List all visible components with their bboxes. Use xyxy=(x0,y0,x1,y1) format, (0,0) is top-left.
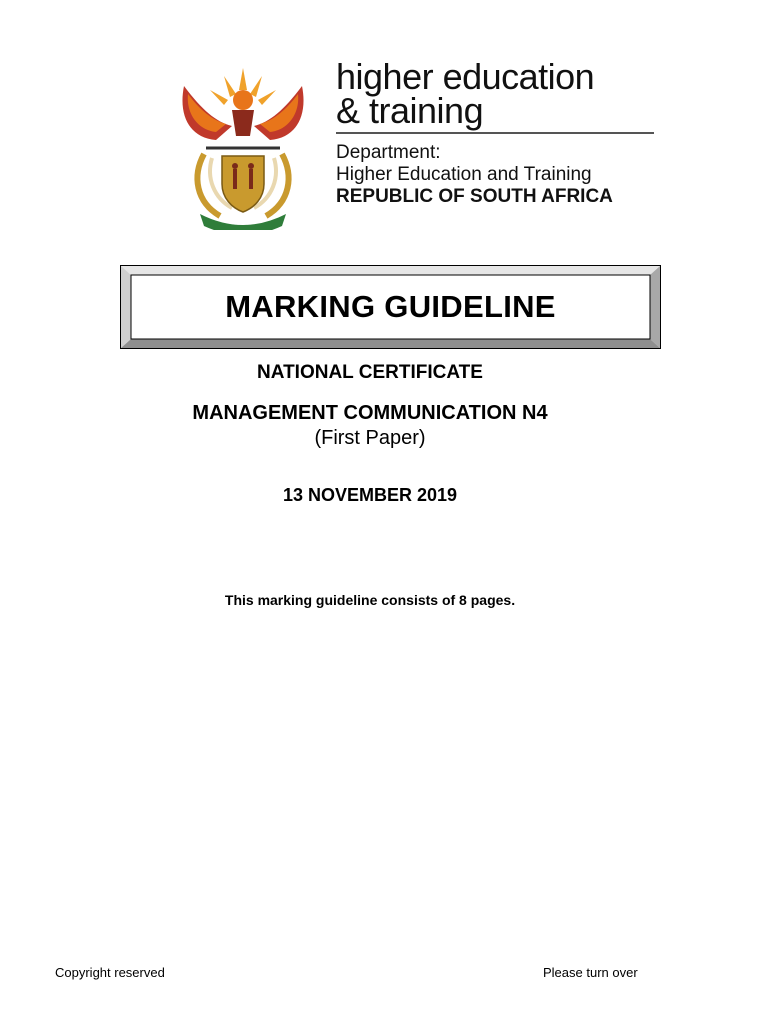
department-name: Higher Education and Training xyxy=(336,164,592,185)
subject-title: MANAGEMENT COMMUNICATION N4 xyxy=(192,402,548,424)
page-count-note: This marking guideline consists of 8 pages. xyxy=(224,592,516,608)
svg-text:· · · · · ·: · · · · · · xyxy=(234,222,252,228)
footer-turn-over: Please turn over xyxy=(543,965,638,980)
coat-of-arms-icon xyxy=(176,66,310,230)
certificate-label: NATIONAL CERTIFICATE xyxy=(257,362,483,383)
paper-label: (First Paper) xyxy=(314,427,426,449)
department-header xyxy=(336,56,656,208)
title-frame xyxy=(120,265,661,349)
exam-date: 13 NOVEMBER 2019 xyxy=(282,485,458,505)
brand-line-2: & training xyxy=(336,90,484,131)
document-title: MARKING GUIDELINE xyxy=(225,289,556,324)
department-label: Department: xyxy=(336,142,441,163)
brand-divider xyxy=(336,132,654,134)
brand-line-1: higher education xyxy=(336,56,595,97)
footer-copyright: Copyright reserved xyxy=(55,965,165,980)
country-name: REPUBLIC OF SOUTH AFRICA xyxy=(336,186,613,207)
